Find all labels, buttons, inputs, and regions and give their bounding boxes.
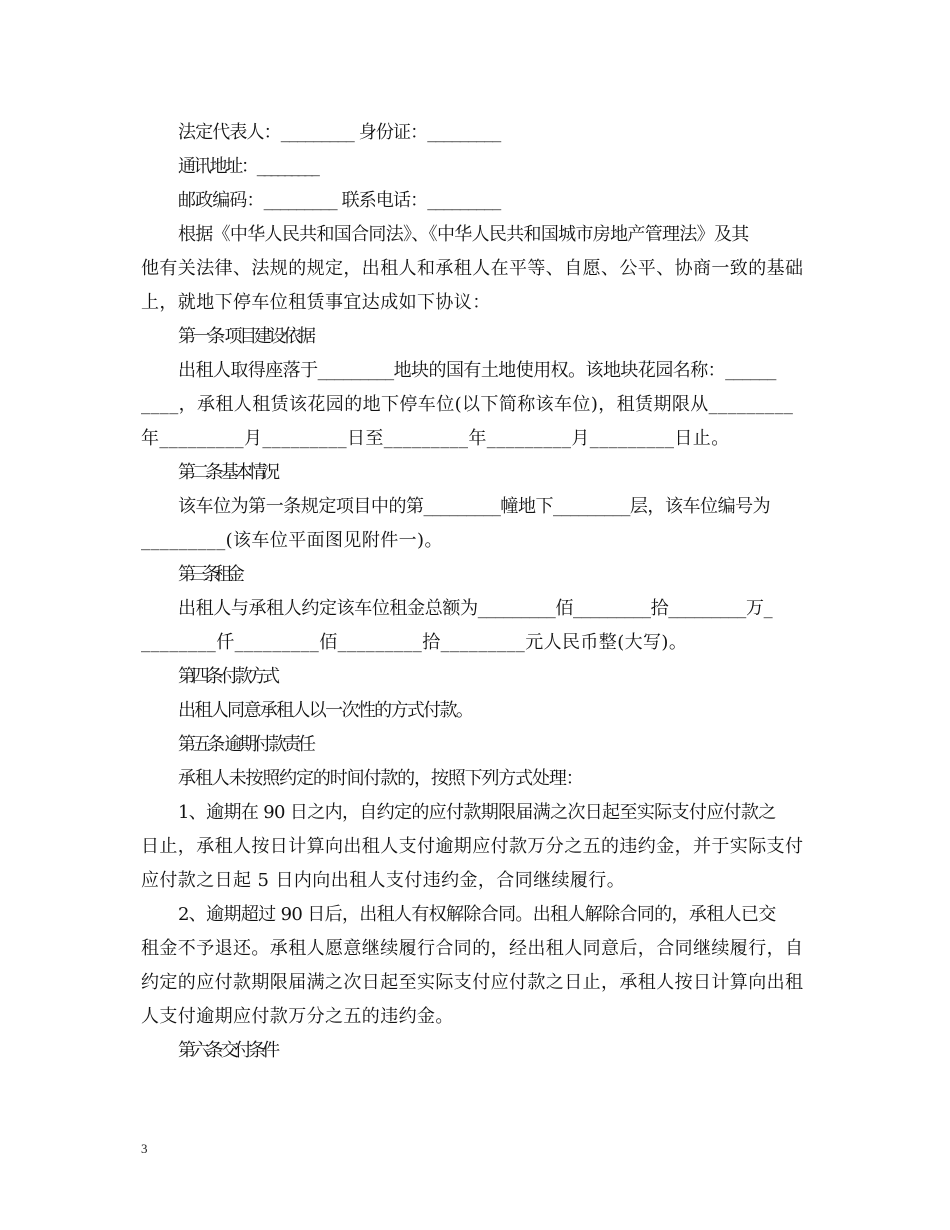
document-line: 人支付逾期应付款万分之五的违约金。	[141, 1006, 454, 1027]
page-number: 3	[141, 1141, 148, 1156]
document-line: 第一条 项目建设依据	[178, 326, 313, 347]
document-line: 根据《中华人民共和国合同法》、《中华人民共和国城市房地产管理法》及其	[178, 224, 749, 245]
document-line: 应付款之日起 5 日内向出租人支付违约金，合同继续履行。	[141, 870, 626, 891]
document-line: 法定代表人：_________ 身份证：_________	[178, 122, 501, 143]
document-line: ____，承租人租赁该花园的地下停车位(以下简称该车位)，租赁期限从_________	[141, 394, 794, 415]
document-line: 第二条 基本情况	[178, 462, 276, 483]
document-line: 出租人与承租人约定该车位租金总额为_________佰_________拾_________万_	[178, 598, 773, 619]
document-line: 日止，承租人按日计算向出租人支付逾期应付款万分之五的违约金，并于实际支付	[141, 836, 804, 857]
document-line: 年_________月_________日至_________年_________月_________日止。	[141, 428, 730, 449]
document-line: 承租人未按照约定的时间付款的，按照下列方式处理：	[178, 768, 583, 789]
document-line: 邮政编码：_________ 联系电话：_________	[178, 190, 501, 211]
document-line: 约定的应付款期限届满之次日起至实际支付应付款之日止，承租人按日计算向出租	[141, 972, 804, 993]
document-line: 上，就地下停车位租赁事宜达成如下协议：	[141, 292, 491, 313]
document-line: 出租人同意承租人以一次性的方式付款。	[178, 700, 473, 721]
document-line: 2、逾期超过 90 日后，出租人有权解除合同。出租人解除合同的，承租人已交	[178, 904, 776, 925]
document-line: 第六条 交付条件	[178, 1040, 276, 1061]
document-line: 第五条 逾期付款责任	[178, 734, 313, 755]
document-line: 他有关法律、法规的规定，出租人和承租人在平等、自愿、公平、协商一致的基础	[141, 258, 804, 279]
document-line: 第三条 租金	[178, 564, 240, 585]
document-line: 出租人取得座落于_________地块的国有土地使用权。该地块花园名称：______	[178, 360, 776, 381]
document-line: 该车位为第一条规定项目中的第_________幢地下_________层，该车位编号为	[178, 496, 771, 517]
document-line: ________仟_________佰_________拾_________元人民币整(大写)。	[141, 632, 688, 653]
document-line: 1、逾期在 90 日之内，自约定的应付款期限届满之次日起至实际支付应付款之	[178, 802, 776, 823]
document-body	[141, 116, 813, 1068]
document-line: 租金不予退还。承租人愿意继续履行合同的，经出租人同意后，合同继续履行，自	[141, 938, 804, 959]
document-line: 通讯地址：_________	[178, 156, 318, 177]
document-line: _________(该车位平面图见附件一)。	[141, 530, 443, 551]
document-line: 第四条 付款方式	[178, 666, 276, 687]
